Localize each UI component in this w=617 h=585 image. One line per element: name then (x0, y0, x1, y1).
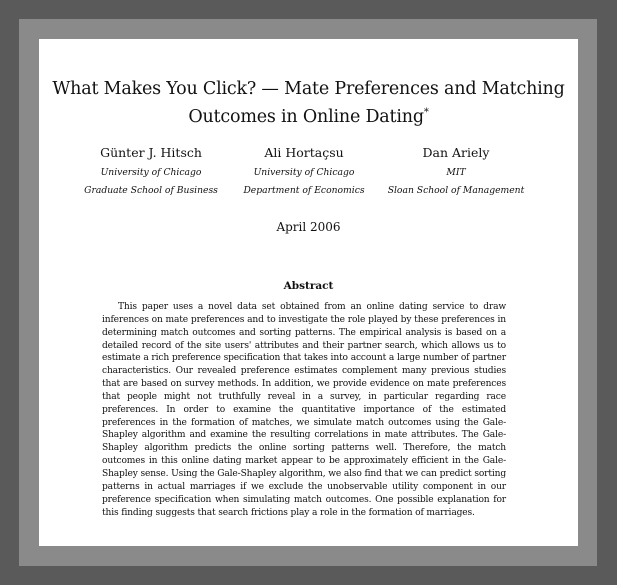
title-footnote-mark: * (423, 107, 429, 118)
author-name: Dan Ariely (422, 145, 490, 160)
document-page (39, 39, 578, 546)
author-department: Graduate School of Business (84, 185, 218, 196)
title-line-2-text: Outcomes in Online Dating (188, 107, 424, 127)
author-affiliation: MIT (446, 167, 466, 178)
author-affiliation: University of Chicago (100, 167, 202, 178)
author-block (39, 145, 578, 205)
abstract-text: This paper uses a novel data set obtained from an online dating service to draw inferences on mate preferences and to investigate the role played by these preferences in determining match outcomes and sorting patterns. The empirical analysis is based on a detailed record of the site users' attributes and their partner search, which allows us to estimate a rich preference specification that takes into account a large number of partner characteristics. Our revealed preference estimates complement many previous studies that are based on survey methods. In addition, we provide evidence on mate preferences that people might not truthfully reveal in a survey, in particular regarding race preferences. In order to examine the quantitative importance of the estimated preferences in the formation of matches, we simulate match outcomes using the Gale-Shapley algorithm and examine the resulting correlations in mate attributes. The Gale-Shapley algorithm predicts the online sorting patterns well. Therefore, the match outcomes in this online dating market appear to be approximately efficient in the Gale-Shapley sense. Using the Gale-Shapley algorithm, we also find that we can predict sorting patterns in actual marriages if we exclude the unobservable utility component in our preference specification when simulating match outcomes. One possible explanation for this finding suggests that search frictions play a role in the formation of marriages. (102, 302, 506, 518)
author-department: Department of Economics (243, 185, 365, 196)
abstract-heading: Abstract (283, 280, 334, 292)
author-department: Sloan School of Management (387, 185, 525, 196)
author-affiliation: University of Chicago (253, 167, 355, 178)
author-name: Günter J. Hitsch (100, 145, 202, 160)
author-name: Ali Hortaçsu (264, 145, 344, 160)
publication-date: April 2006 (276, 220, 341, 234)
paper-title (39, 75, 578, 131)
title-line-1: What Makes You Click? — Mate Preferences and Matching (52, 79, 565, 99)
author-3 (366, 145, 546, 200)
title-line-2 (39, 103, 578, 131)
